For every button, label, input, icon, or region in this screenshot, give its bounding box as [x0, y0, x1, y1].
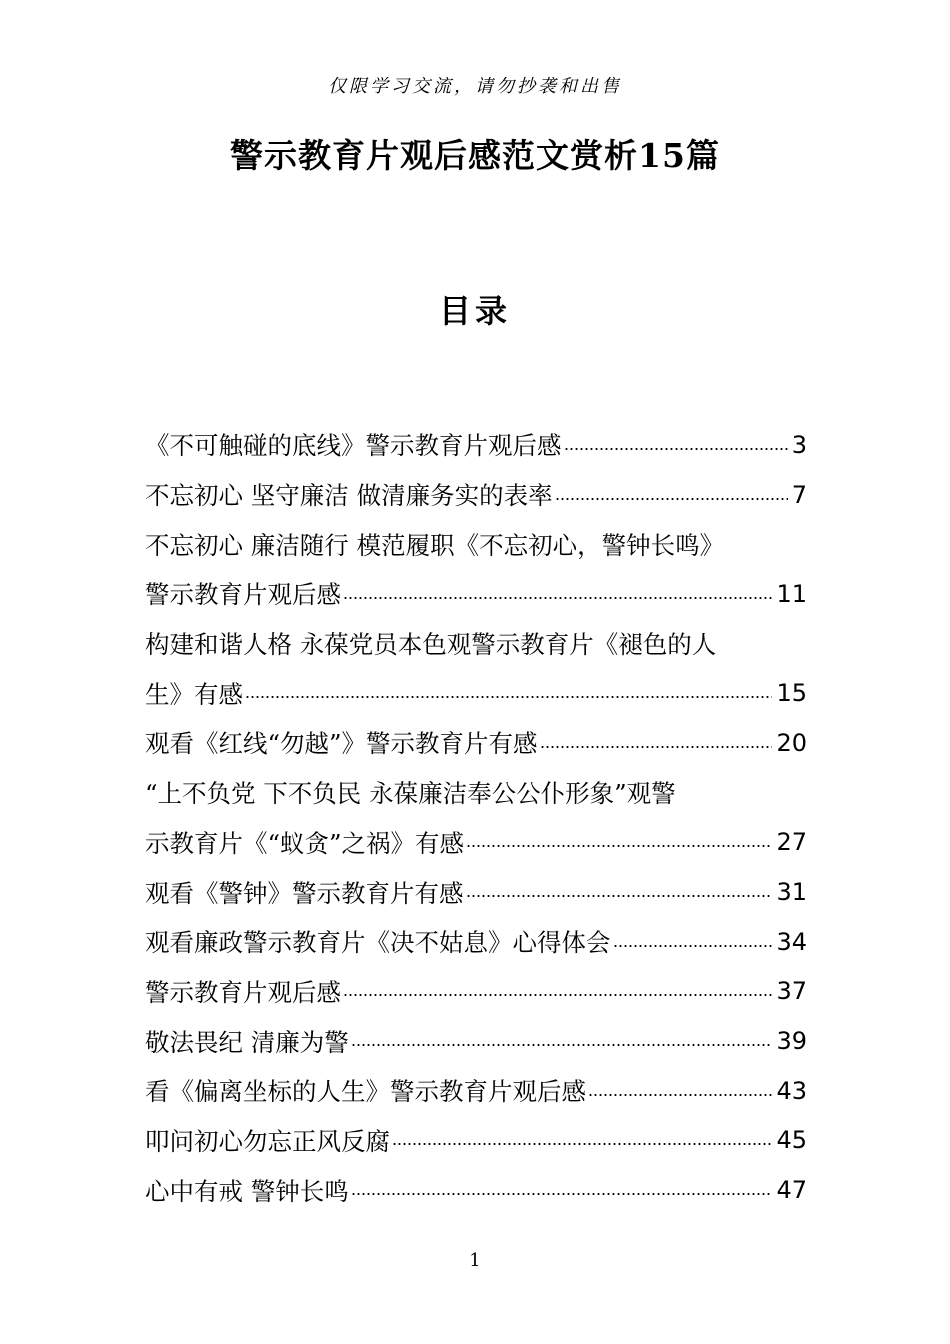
table-of-contents: [145, 420, 807, 1215]
toc-entry-page: 27: [776, 828, 807, 857]
toc-entry[interactable]: [145, 718, 807, 768]
toc-entry[interactable]: [145, 470, 807, 520]
toc-leader-dots: [564, 447, 788, 451]
toc-leader-dots: [343, 993, 772, 997]
toc-entry-title: 看《偏离坐标的人生》警示教育片观后感: [145, 1077, 586, 1107]
toc-entry-title: 示教育片《“蚁贪”之祸》有感: [145, 828, 465, 858]
toc-entry-first-line[interactable]: [145, 768, 807, 818]
toc-heading: 目录: [438, 292, 511, 330]
toc-entry-title: “上不负党 下不负民 永葆廉洁奉公公仆形象”观警: [145, 779, 676, 809]
toc-entry[interactable]: [145, 1116, 807, 1166]
toc-entry-title: 不忘初心 廉洁随行 模范履职《不忘初心，警钟长鸣》: [145, 530, 725, 560]
toc-entry[interactable]: [145, 867, 807, 917]
toc-entry-first-line[interactable]: [145, 519, 807, 569]
toc-leader-dots: [588, 1093, 772, 1097]
toc-leader-dots: [343, 596, 772, 600]
toc-entry[interactable]: [145, 668, 807, 718]
toc-entry[interactable]: [145, 917, 807, 967]
toc-leader-dots: [466, 894, 773, 898]
toc-entry-page: 47: [776, 1176, 807, 1205]
toc-entry-page: 43: [776, 1076, 807, 1105]
toc-entry-page: 20: [776, 728, 807, 757]
toc-leader-dots: [245, 695, 772, 699]
toc-leader-dots: [392, 1142, 772, 1146]
toc-entry-title: 生》有感: [145, 679, 243, 709]
toc-entry[interactable]: [145, 967, 807, 1017]
toc-entry-page: 39: [776, 1027, 807, 1056]
toc-leader-dots: [540, 745, 773, 749]
toc-entry-title: 敬法畏纪 清廉为警: [145, 1027, 349, 1057]
toc-entry-title: 观看《警钟》警示教育片有感: [145, 878, 464, 908]
toc-entry-title: 《不可触碰的底线》警示教育片观后感: [145, 431, 562, 461]
toc-leader-dots: [613, 944, 773, 948]
toc-entry-title: 观看《红线“勿越”》警示教育片有感: [145, 729, 538, 759]
toc-leader-dots: [351, 1043, 773, 1047]
toc-entry[interactable]: [145, 569, 807, 619]
toc-entry-title: 不忘初心 坚守廉洁 做清廉务实的表率: [145, 481, 553, 511]
toc-entry[interactable]: [145, 1165, 807, 1215]
toc-entry[interactable]: [145, 818, 807, 868]
toc-entry-title: 心中有戒 警钟长鸣: [145, 1176, 349, 1206]
toc-entry-page: 31: [776, 878, 807, 907]
toc-entry-title: 警示教育片观后感: [145, 977, 341, 1007]
toc-entry-title: 警示教育片观后感: [145, 580, 341, 610]
toc-leader-dots: [466, 844, 772, 848]
toc-leader-dots: [555, 497, 788, 501]
document-title: 警示教育片观后感范文赏析15篇: [230, 136, 720, 175]
toc-entry-title: 构建和谐人格 永葆党员本色观警示教育片《褪色的人: [145, 630, 717, 660]
toc-entry-title: 叩问初心勿忘正风反腐: [145, 1126, 390, 1156]
toc-entry-page: 11: [776, 579, 807, 608]
toc-entry-page: 45: [776, 1126, 807, 1155]
toc-entry-page: 37: [776, 977, 807, 1006]
toc-entry-first-line[interactable]: [145, 619, 807, 669]
header-notice: 仅限学习交流，请勿抄袭和出售: [328, 76, 622, 97]
toc-leader-dots: [351, 1192, 773, 1196]
toc-entry-page: 7: [791, 480, 807, 509]
toc-entry-page: 15: [776, 679, 807, 708]
page-number: 1: [469, 1250, 481, 1271]
toc-entry-page: 3: [791, 430, 807, 459]
toc-entry[interactable]: [145, 420, 807, 470]
toc-entry[interactable]: [145, 1016, 807, 1066]
toc-entry-page: 34: [776, 927, 807, 956]
toc-entry-title: 观看廉政警示教育片《决不姑息》心得体会: [145, 928, 611, 958]
toc-entry[interactable]: [145, 1066, 807, 1116]
